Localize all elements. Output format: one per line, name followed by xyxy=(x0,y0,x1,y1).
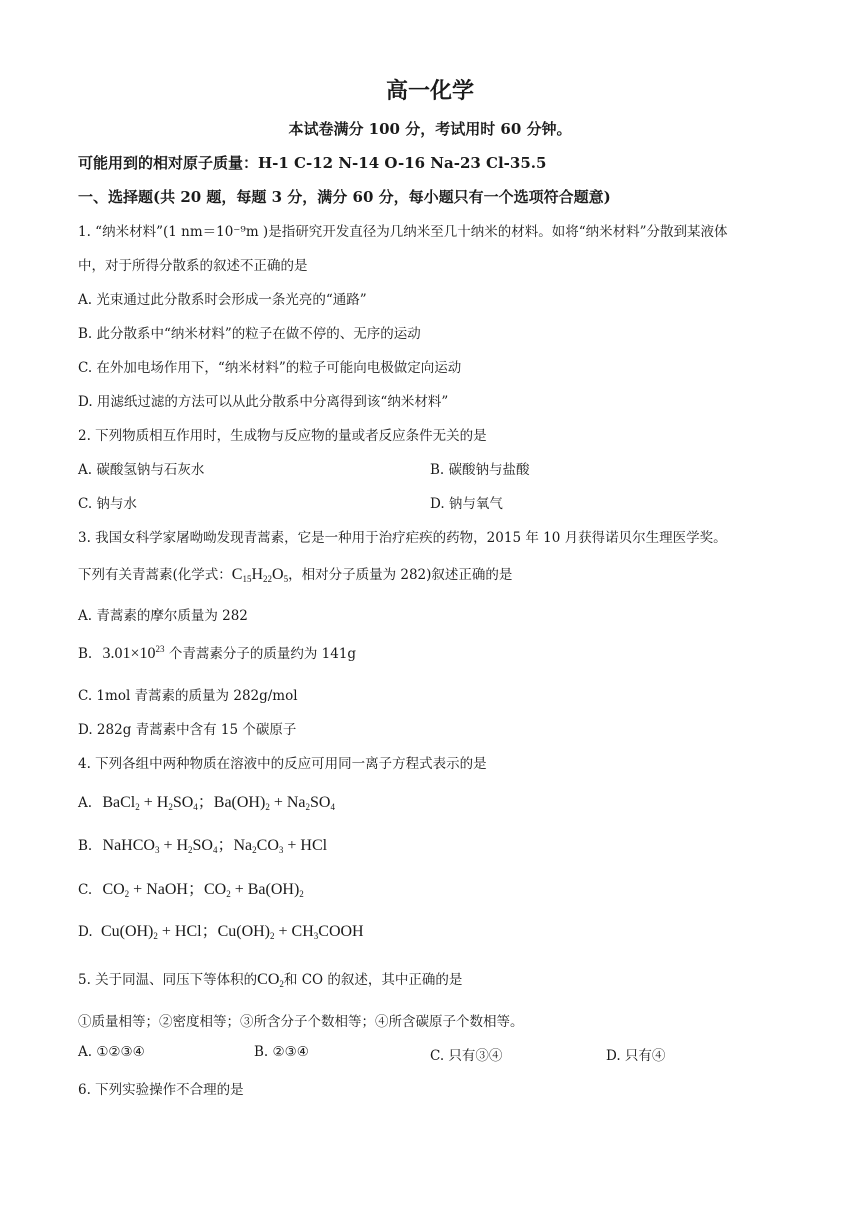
co2-formula: $CO_2$ xyxy=(257,971,284,989)
q3-stem-line2-pre: 下列有关青蒿素(化学式： xyxy=(78,567,232,583)
avogadro-quantity: $3.01\times 10^{23}$ xyxy=(102,644,165,662)
q5-option-c: C. 只有③④ xyxy=(430,1048,503,1064)
atomic-masses: 可能用到的相对原子质量：H-1 C-12 N-14 O-16 Na-23 Cl-35.5 xyxy=(78,154,547,172)
q3-option-d: D. 282g 青蒿素中含有 15 个碳原子 xyxy=(78,722,297,738)
q5-stem-post: 和 CO 的叙述，其中正确的是 xyxy=(283,972,463,988)
artemisinin-formula: $C_{15}H_{22}O_5$ xyxy=(231,566,289,584)
q4-option-a-equation: BaCl$_2$ + $H_2SO_4$；$Ba(OH)_2 + Na_2SO_4$ xyxy=(102,794,335,812)
q1-option-b: B. 此分散系中“纳米材料”的粒子在做不停的、无序的运动 xyxy=(78,326,421,342)
q4-option-d-label: D. xyxy=(78,924,93,940)
q1-stem-line1: 1. “纳米材料”(1 nm＝10⁻⁹m )是指研究开发直径为几纳米至几十纳米的材料。如将“纳米材料”分散到某液体 xyxy=(78,224,728,240)
page-title: 高一化学 xyxy=(385,78,474,104)
q2-option-d: D. 钠与氧气 xyxy=(430,496,503,512)
q5-conditions: ①质量相等；②密度相等；③所含分子个数相等；④所含碳原子个数相等。 xyxy=(78,1014,524,1030)
q2-option-b: B. 碳酸钠与盐酸 xyxy=(430,462,530,478)
q2-option-c: C. 钠与水 xyxy=(78,496,137,512)
q1-stem-line2: 中，对于所得分散系的叙述不正确的是 xyxy=(78,258,308,274)
q4-option-b-label: B. xyxy=(78,838,93,854)
q4-option-d-equation: $Cu(OH)_2$ + HCl；$Cu(OH)_2$ + $CH_3COOH$ xyxy=(100,923,364,941)
q4-option-d xyxy=(78,918,364,941)
q3-option-c: C. 1mol 青蒿素的质量为 282g/mol xyxy=(78,688,298,704)
q2-option-a: A. 碳酸氢钠与石灰水 xyxy=(78,462,205,478)
q3-option-a: A. 青蒿素的摩尔质量为 282 xyxy=(78,608,248,624)
q4-option-a-label: A. xyxy=(78,795,93,811)
q4-option-b xyxy=(78,832,327,855)
q4-option-c-label: C. xyxy=(78,882,93,898)
q2-stem: 2. 下列物质相互作用时，生成物与反应物的量或者反应条件无关的是 xyxy=(78,428,487,444)
q4-option-a xyxy=(78,789,335,812)
q5-option-a: A. ①②③④ xyxy=(78,1044,145,1060)
q1-option-d: D. 用滤纸过滤的方法可以从此分散系中分离得到该“纳米材料” xyxy=(78,394,449,410)
q5-stem-pre: 5. 关于同温、同压下等体积的 xyxy=(78,972,258,988)
q5-option-d: D. 只有④ xyxy=(606,1048,666,1064)
q3-stem-line2 xyxy=(78,563,512,584)
q3-stem-line2-post: ，相对分子质量为 282)叙述正确的是 xyxy=(288,567,513,583)
q3-option-b-text: 个青蒿素分子的质量约为 141g xyxy=(168,646,357,662)
q5-option-b: B. ②③④ xyxy=(254,1044,309,1060)
section-heading: 一、选择题(共 20 题，每题 3 分，满分 60 分，每小题只有一个选项符合题意) xyxy=(78,188,611,206)
q6-stem: 6. 下列实验操作不合理的是 xyxy=(78,1082,244,1098)
q4-option-c-equation: $CO_2$ + NaOH；$CO_2 + Ba(OH)_2$ xyxy=(102,881,304,899)
q1-option-a: A. 光束通过此分散系时会形成一条光亮的“通路” xyxy=(78,292,367,308)
q3-option-b-label: B. xyxy=(78,646,93,662)
q4-option-c xyxy=(78,876,304,899)
q3-option-b xyxy=(78,642,356,663)
q3-stem-line1: 3. 我国女科学家屠呦呦发现青蒿素，它是一种用于治疗疟疾的药物，2015 年 10 月获得诺贝尔生理医学奖。 xyxy=(78,530,727,546)
q1-option-c: C. 在外加电场作用下，“纳米材料”的粒子可能向电极做定向运动 xyxy=(78,360,462,376)
q4-stem: 4. 下列各组中两种物质在溶液中的反应可用同一离子方程式表示的是 xyxy=(78,756,487,772)
q5-stem xyxy=(78,968,462,989)
exam-info: 本试卷满分 100 分，考试用时 60 分钟。 xyxy=(288,120,572,138)
q4-option-b-equation: NaHCO$_3$ + $H_2SO_4$；$Na_2CO_3$ + HCl xyxy=(102,837,328,855)
